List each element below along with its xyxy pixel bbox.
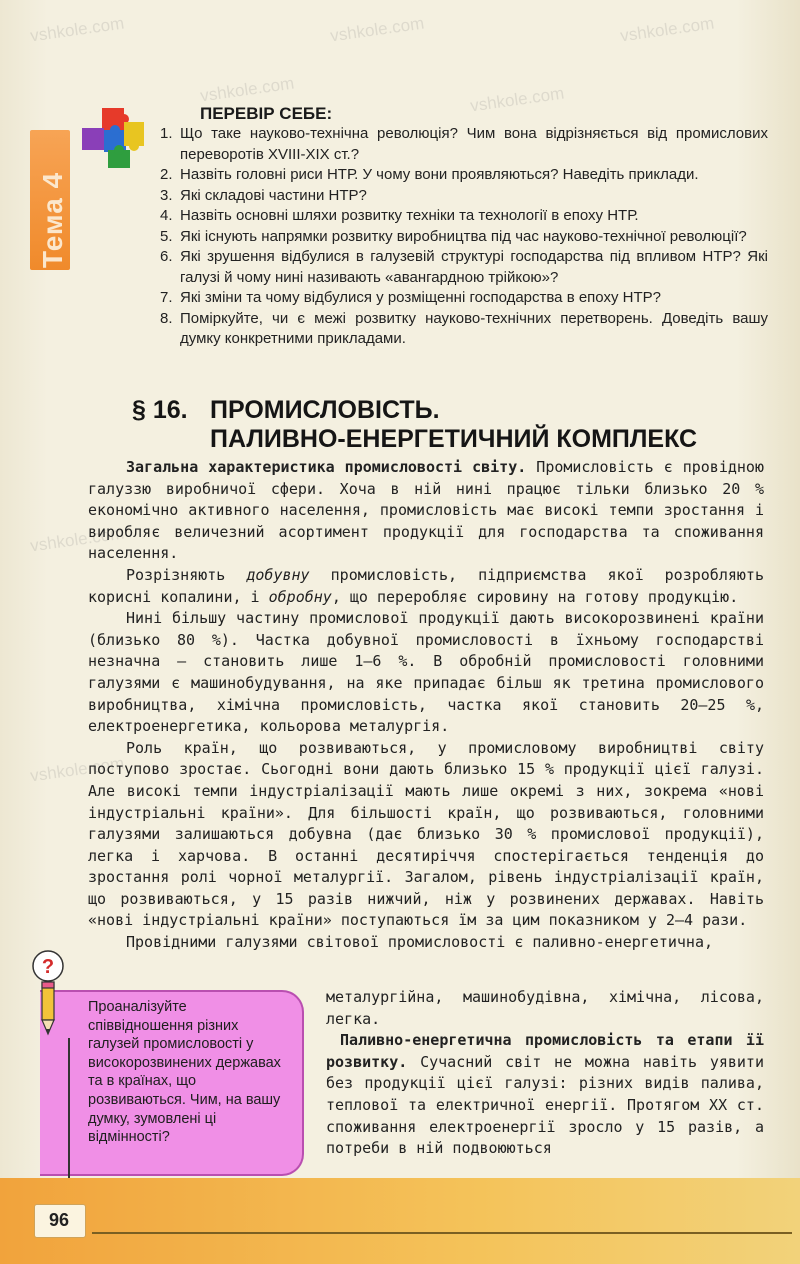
callout-text: Проаналізуйте співвідношення різних галузей промисловості у високорозвинених державах та в країнах, що розвиваються. Чим, на вашу думку, зумовлені ці відмінності? bbox=[88, 999, 281, 1146]
question-number: 2. bbox=[160, 166, 173, 183]
paragraph: Роль країн, що розвиваються, у промисловому виробництві світу поступово зростає. Сьогодні вони дають близько 15 % продукції цієї галузі. Але високі темпи індустріалізації мають лише окремі з них, зокрема «нові індустріальні країни». Для більшості країн, що розвиваються, головними галузями залишаються добувна (дає близько 30 % промислової продукції), легка і харчова. В останні десятиріччя спостерігається тенденція до зростання ролі чорної металургії. Загалом, рівень індустріалізації країн, що розвиваються, у 15 разів нижчий, ніж у розвинених державах. Навіть «нові індустріальні країни» поступаються їм за цим показником у 2–4 рази. bbox=[88, 738, 764, 930]
svg-text:?: ? bbox=[41, 956, 55, 978]
question-item bbox=[160, 288, 768, 309]
paragraph-text: Сучасний світ не можна навіть уявити без продукції цієї галузі: різних видів палива, теплової та електричної енергії. Протягом XX ст. споживання електроенергії зросло у 15 разів, а потреби в ній подвоюються bbox=[326, 1052, 764, 1158]
paragraph-text: , що переробляє сировину на готову продукцію. bbox=[331, 587, 739, 606]
body-text-narrow bbox=[326, 987, 764, 1160]
section-title-line: ПРОМИСЛОВІСТЬ. bbox=[210, 396, 440, 424]
puzzle-icon bbox=[78, 104, 146, 170]
question-text: Які зрушення відбулися в галузевій структурі господарства під впливом НТР? Які галузі й чому нині називають «авангардною трійкою»? bbox=[180, 248, 768, 286]
question-text: Назвіть основні шляхи розвитку техніки та технології в епоху НТР. bbox=[180, 207, 639, 224]
question-item bbox=[160, 206, 768, 227]
paragraph bbox=[88, 565, 764, 608]
bottom-band bbox=[0, 1178, 800, 1264]
italic-term: добувну bbox=[246, 565, 310, 584]
paragraph: Провідними галузями світової промисловості є паливно-енергетична, bbox=[126, 933, 713, 952]
section-number: § 16. bbox=[132, 396, 188, 424]
bottom-rule bbox=[92, 1232, 792, 1234]
question-list bbox=[160, 124, 768, 350]
question-text: Поміркуйте, чи є межі розвитку науково-технічних перетворень. Доведіть вашу думку конкретними прикладами. bbox=[180, 309, 768, 347]
question-text: Які існують напрямки розвитку виробництва під час науково-технічної революції? bbox=[180, 227, 747, 245]
body-text bbox=[88, 457, 764, 954]
check-yourself-title: ПЕРЕВІР СЕБЕ: bbox=[200, 104, 333, 123]
section-title-line: ПАЛИВНО-ЕНЕРГЕТИЧНИЙ КОМПЛЕКС bbox=[210, 425, 698, 453]
paragraph bbox=[88, 457, 764, 565]
question-text: Які складові частини НТР? bbox=[180, 186, 367, 204]
question-item bbox=[160, 309, 768, 350]
paragraph-heading: Загальна характеристика промисловості світу. bbox=[126, 458, 527, 476]
question-item bbox=[160, 227, 768, 248]
paragraph-heading: Паливно-енергетична промисловість та етапи її розвитку. bbox=[326, 1031, 764, 1071]
paragraph-text: Розрізняють bbox=[126, 565, 247, 584]
tema-label: Тема 4 bbox=[37, 171, 68, 268]
question-item bbox=[160, 186, 768, 207]
question-item bbox=[160, 165, 768, 186]
page-number: 96 bbox=[48, 1210, 70, 1230]
question-text: Назвіть головні риси НТР. У чому вони проявляються? Наведіть приклади. bbox=[180, 166, 699, 183]
question-text: Які зміни та чому відбулися у розміщенні господарства в епоху НТР? bbox=[180, 289, 661, 306]
paragraph bbox=[326, 1030, 764, 1160]
paragraph: Нині більшу частину промислової продукції дають високорозвинені країни (близько 80 %). Частка добувної промисловості в їхньому господарстві незначна — становить лише 1–6 %. В обробній промисловості головними галузями є машинобудування, на яке припадає більш як третина промислового виробництва, хімічна промисловість, частка якої становить 20–25 %, електроенергетика, кольорова металургія. bbox=[88, 609, 764, 736]
pencil-question-icon bbox=[28, 948, 68, 1038]
paragraph: металургійна, машинобудівна, хімічна, лісова, легка. bbox=[326, 988, 764, 1028]
paragraph-text: промисловість, підприємства якої розробляють корисні копалини, і bbox=[88, 565, 764, 606]
question-number: 1. bbox=[160, 125, 173, 142]
section-title bbox=[210, 396, 730, 454]
italic-term: обробну bbox=[268, 587, 332, 606]
question-number: 4. bbox=[160, 207, 173, 224]
question-number: 6. bbox=[160, 248, 173, 265]
question-item bbox=[160, 247, 768, 288]
question-number: 7. bbox=[160, 289, 173, 306]
question-number: 5. bbox=[160, 227, 173, 245]
question-number: 8. bbox=[160, 309, 173, 327]
question-text: Що таке науково-технічна революція? Чим вона відрізняється від промислових переворотів XVIII-XIX ст.? bbox=[180, 125, 768, 163]
question-number: 3. bbox=[160, 186, 173, 204]
question-item bbox=[160, 124, 768, 165]
paragraph-text: Промисловість є провідною галуззю виробничої сфери. Хоча в ній нині працює тільки близько 20 % економічно активного населення, промисловість має високі темпи зростання і виробляє величезний асортимент продукції для господарства та споживання населення. bbox=[88, 458, 764, 563]
